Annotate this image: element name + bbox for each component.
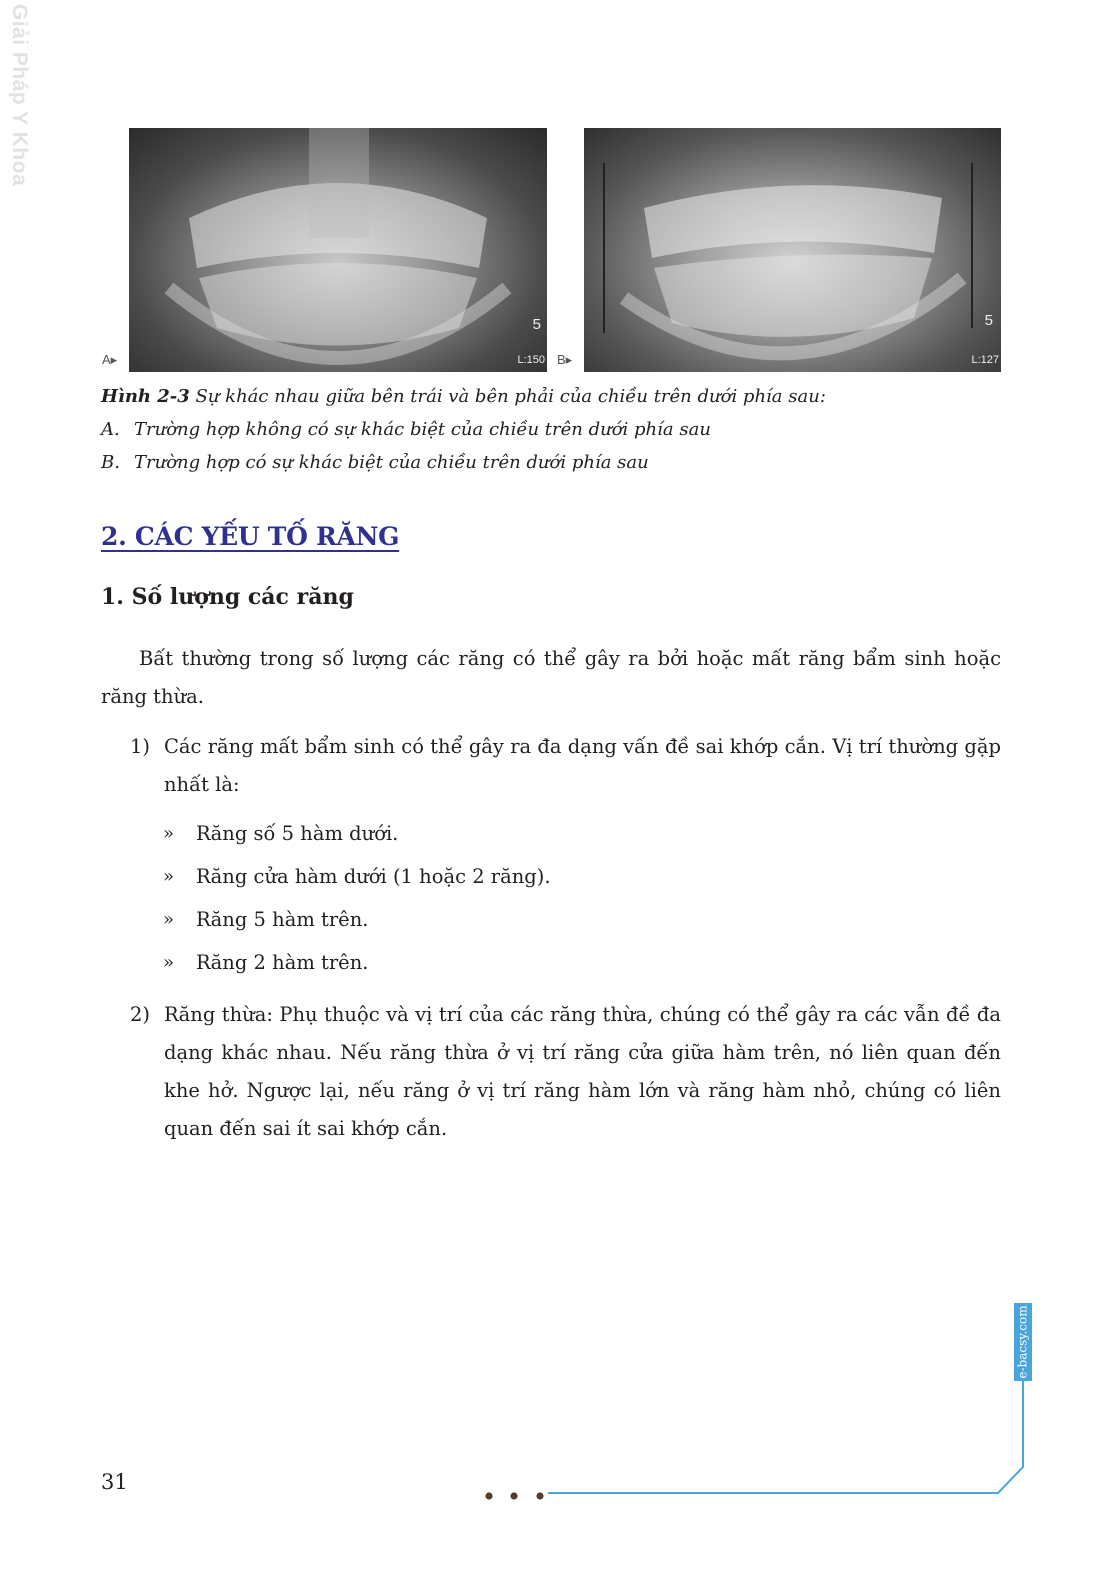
bullet-text: Răng 5 hàm trên. xyxy=(196,907,369,931)
item-number: 2) xyxy=(130,1003,151,1026)
footer-accent-line xyxy=(548,1381,1023,1493)
intro-paragraph: Bất thường trong số lượng các răng có thể gây ra bởi hoặc mất răng bẩm sinh hoặc răng thừa. xyxy=(101,647,1001,708)
overlay-marker-b: 5 xyxy=(984,312,993,329)
numbered-item-2 xyxy=(101,996,1001,1148)
bullet-item xyxy=(101,855,1001,898)
page-number: 31 xyxy=(101,1470,128,1494)
panel-label-b: B▸ xyxy=(557,352,573,367)
caption-item-letter: A. xyxy=(101,419,120,440)
caption-title: Sự khác nhau giữa bên trái và bên phải của chiều trên dưới phía sau: xyxy=(189,386,826,407)
caption-item xyxy=(101,413,1001,446)
xray-panel-a xyxy=(102,128,547,372)
item-text: Răng thừa: Phụ thuộc và vị trí của các răng thừa, chúng có thể gây ra các vẫn đề đa dạng khác nhau. Nếu răng thừa ở vị trí răng cửa giữa hàm trên, nó liên quan đến khe hở. Ngược lại, nếu răng ở vị trí răng hàm lớn và răng hàm nhỏ, chúng có liên quan đến sai ít sai khớp cắn. xyxy=(164,1003,1001,1140)
bullet-text: Răng 2 hàm trên. xyxy=(196,950,369,974)
caption-item-text: Trường hợp có sự khác biệt của chiều trên dưới phía sau xyxy=(134,452,649,473)
side-brand xyxy=(4,3,34,187)
bullet-text: Răng số 5 hàm dưới. xyxy=(196,821,399,845)
overlay-level-b: L:127 xyxy=(971,354,999,366)
bullet-text: Răng cửa hàm dưới (1 hoặc 2 răng). xyxy=(196,864,551,888)
xray-panel-b xyxy=(557,128,1001,372)
bullet-item xyxy=(101,812,1001,855)
item-text: Các răng mất bẩm sinh có thể gây ra đa dạng vấn đề sai khớp cắn. Vị trí thường gặp nhất là: xyxy=(164,735,1001,796)
figure-panoramic-xrays xyxy=(102,128,1001,372)
caption-item xyxy=(101,446,1001,479)
bullet-mark: » xyxy=(162,951,174,973)
bullet-mark: » xyxy=(162,908,174,930)
xray-image-a xyxy=(129,128,547,372)
body-text xyxy=(101,640,1001,1148)
figure-number: Hình 2-3 xyxy=(101,386,190,407)
site-tab[interactable] xyxy=(1014,1303,1032,1381)
bullet-mark: » xyxy=(162,822,174,844)
bullet-list xyxy=(101,812,1001,984)
section-heading: 2. CÁC YẾU TỐ RĂNG xyxy=(101,522,400,551)
item-number: 1) xyxy=(130,735,151,758)
bullet-mark: » xyxy=(162,865,174,887)
footer-dot xyxy=(485,1492,492,1499)
caption-item-text: Trường hợp không có sự khác biệt của chiều trên dưới phía sau xyxy=(134,419,711,440)
side-brand-text: Giải Pháp Y Khoa xyxy=(8,3,31,187)
bullet-item xyxy=(101,898,1001,941)
overlay-marker-a: 5 xyxy=(532,316,541,333)
xray-image-b xyxy=(584,128,1001,372)
figure-caption xyxy=(101,380,1001,479)
bullet-item xyxy=(101,941,1001,984)
site-link[interactable]: e-bacsy.com xyxy=(1016,1305,1031,1379)
footer-dot xyxy=(536,1492,543,1499)
overlay-level-a: L:150 xyxy=(517,354,545,366)
footer-dot xyxy=(510,1492,517,1499)
panel-label-a: A▸ xyxy=(102,352,118,367)
caption-item-letter: B. xyxy=(101,452,120,473)
caption-title-line xyxy=(101,380,1001,413)
subsection-heading: 1. Số lượng các răng xyxy=(101,584,354,610)
numbered-item-1 xyxy=(101,728,1001,804)
